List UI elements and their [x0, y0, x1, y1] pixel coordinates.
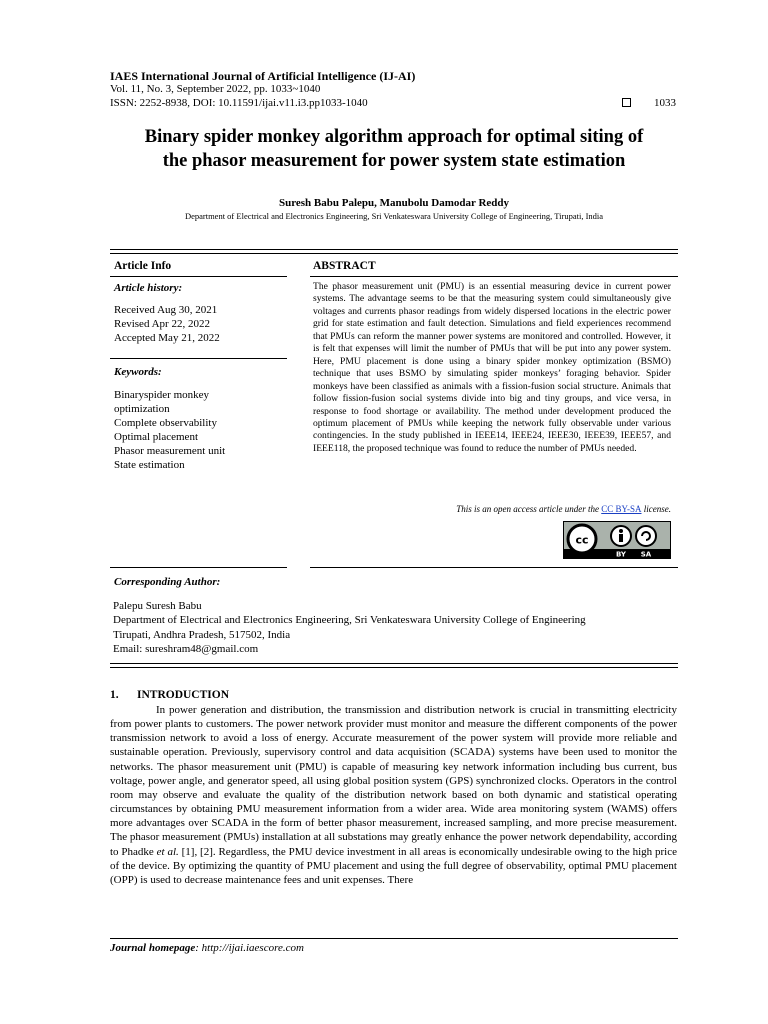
revised-date: Revised Apr 22, 2022: [114, 318, 210, 330]
homepage-url[interactable]: : http://ijai.iaescore.com: [195, 942, 304, 954]
journal-homepage: [110, 942, 304, 954]
affiliation: Department of Electrical and Electronics Engineering, Sri Venkateswara University College of Engineering, Tirupati, India: [184, 211, 604, 221]
article-history-heading: Article history:: [114, 282, 183, 294]
keyword-item: Binaryspider monkey: [114, 389, 210, 401]
history-rule: [110, 358, 287, 359]
introduction-paragraph: [110, 703, 677, 887]
license-prefix: This is an open access article under the: [456, 504, 602, 514]
article-info-rule: [110, 276, 287, 277]
abstract-text: The phasor measurement unit (PMU) is an essential measuring device in current power systems. The advantage seems to be that the measuring system could simultaneously give voltages and currents phasor readings from widely dispersed locations in the electric power grid for state estimation and fault detection. Simulations and field experiences recommend that PMUs can reform the manner power systems are monitored and controlled. However, it is felt that expenses will limit the number of PMUs that will be put into any power system. Here, PMU placement is done using a binary spider monkey optimization (BSMO) technique that uses BSMO by simulating spider monkeys’ foraging behavior. Spider monkeys have been classified as animals with a fission-fusion social structure. Animals that follow fission-fusion social systems divide into big and tiny groups, and vice versa, in response to food shortage or availability. The method under development produced the optimum placement of PMUs while keeping the network fully observable under various contingencies. In the study published in IEEE14, IEEE24, IEEE30, IEEE39, IEEE57, and IEEE118, the proposed technique was found to reduce the number of PMUs needed.: [313, 281, 671, 454]
article-info-heading: Article Info: [114, 260, 172, 272]
accepted-date: Accepted May 21, 2022: [114, 332, 220, 344]
corresponding-department: Department of Electrical and Electronics Engineering, Sri Venkateswara University College of Engineering: [113, 614, 586, 627]
issn-doi: ISSN: 2252-8938, DOI: 10.11591/ijai.v11.i3.pp1033-1040: [110, 97, 368, 109]
title-divider: [110, 249, 678, 254]
journal-name: IAES International Journal of Artificial Intelligence (IJ-AI): [110, 69, 416, 83]
corresponding-heading: Corresponding Author:: [114, 576, 221, 588]
abstract-heading: ABSTRACT: [313, 260, 376, 272]
corresponding-author: [113, 599, 673, 657]
abstract-rule: [310, 276, 678, 277]
volume-info: Vol. 11, No. 3, September 2022, pp. 1033~1040: [110, 83, 321, 95]
page-square-icon: [622, 98, 631, 107]
cc-by-sa-badge-icon[interactable]: [563, 521, 671, 559]
cc-glyph: cc: [575, 533, 589, 547]
intro-etal: et al.: [156, 845, 179, 858]
section-title: INTRODUCTION: [137, 689, 230, 701]
corresponding-name: Palepu Suresh Babu: [113, 600, 202, 612]
keywords-list: [114, 388, 225, 472]
corresponding-email: Email: sureshram48@gmail.com: [113, 643, 259, 656]
keyword-item: Optimal placement: [114, 431, 198, 443]
keyword-item: Complete observability: [114, 417, 217, 429]
badge-sa-label: SA: [640, 550, 652, 558]
license-note: [313, 504, 671, 514]
title-line-1: Binary spider monkey algorithm approach for optimal siting of: [144, 127, 644, 147]
keyword-item: optimization: [114, 403, 170, 415]
intro-text-part2: [1], [2]. Regardless, the PMU device investment in all areas is economically undesirable owing to the high price of the device. By optimizing the quantity of PMU placement and using the full degree of observability, optimal PMU placement (OPP) is used to decrease maintenance fees and unit expenses. There: [110, 845, 677, 886]
by-body: [619, 534, 623, 542]
title-line-2: the phasor measurement for power system state estimation: [162, 151, 626, 171]
corresponding-address: Tirupati, Andhra Pradesh, 517502, India: [113, 628, 291, 641]
section-heading: [110, 689, 229, 701]
author-divider: [110, 663, 678, 668]
keyword-item: Phasor measurement unit: [114, 445, 226, 457]
badge-by-label: BY: [615, 550, 627, 558]
cc-badge-graphic: [564, 522, 670, 558]
homepage-label: Journal homepage: [110, 942, 196, 954]
authors: Suresh Babu Palepu, Manubolu Damodar Reddy: [278, 197, 510, 209]
article-history: [114, 303, 220, 345]
sa-share-icon: [636, 526, 656, 546]
keywords-heading: Keywords:: [114, 366, 162, 378]
abstract-bottom-rule: [310, 567, 678, 568]
intro-text-part1: In power generation and distribution, the transmission and distribution network is crucial in transmitting electricity from power plants to customers. The power network provider must monitor and measure the different components of the power transmission network to avoid a loss of energy. Accurate measurement of the power system will provide more reliable and sustainable operation. Previously, supervisory control and data acquisition (SCADA) systems have been used to monitor the networks. The phasor measurement unit (PMU) is capable of measuring key network information including bus current, bus voltage, power angle, and generator speed, all using global position system (GPS) synchronized clocks. Operators in the control room may observe and evaluate the quality of the distribution network based on both dynamic and statistical operating circumstances by obtaining PMU measurement information from a wider area. Wide area monitoring system (WAMS) offers more advantages over SCADA in the form of better phasor measurement, increased sampling, and more precise measurement. The phasor measurement (PMUs) installation at all substations may greatly enhance the power network dependability, according to Phadke: [110, 704, 677, 858]
keyword-item: State estimation: [114, 459, 185, 471]
license-suffix: license.: [641, 504, 671, 514]
section-number: 1.: [110, 689, 119, 701]
footer-rule: [110, 938, 678, 939]
received-date: Received Aug 30, 2021: [114, 304, 218, 316]
info-bottom-rule: [110, 567, 287, 568]
paper-title: [110, 125, 678, 173]
cc-by-sa-link[interactable]: CC BY-SA: [601, 504, 642, 514]
page-number: 1033: [654, 97, 676, 109]
by-head: [619, 529, 623, 533]
